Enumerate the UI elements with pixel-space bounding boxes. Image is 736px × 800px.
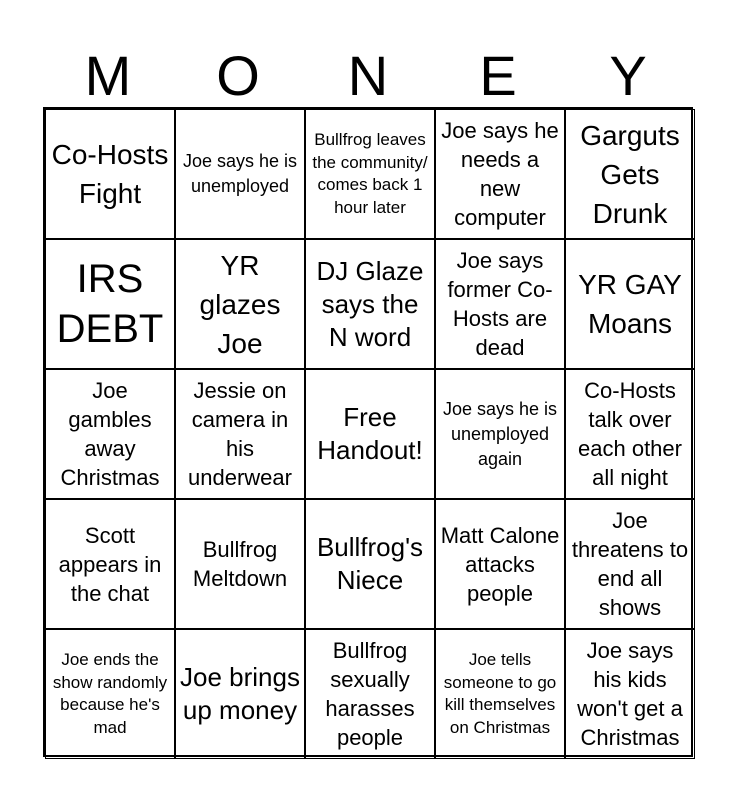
- cell-text: Joe says his kids won't get a Christmas: [577, 638, 683, 750]
- bingo-title: [43, 44, 693, 108]
- cell-text: Bullfrog leaves the community/ comes back 1 hour later: [312, 130, 428, 217]
- cell-text: Co-Hosts Fight: [51, 139, 169, 209]
- cell-text: Bullfrog's Niece: [316, 532, 424, 595]
- cell-text: Co-Hosts talk over each other all night: [578, 378, 682, 490]
- cell-text: Bullfrog sexually harasses people: [325, 638, 415, 750]
- title-letter: N: [347, 44, 389, 107]
- bingo-cell[interactable]: [565, 239, 695, 369]
- bingo-cell[interactable]: [565, 369, 695, 499]
- bingo-cell[interactable]: [435, 499, 565, 629]
- bingo-cell[interactable]: [305, 369, 435, 499]
- title-letter: Y: [609, 44, 647, 107]
- cell-text: Joe gambles away Christmas: [60, 378, 160, 490]
- bingo-cell[interactable]: [565, 109, 695, 239]
- cell-text: Joe says he is unemployed again: [442, 398, 558, 469]
- bingo-cell[interactable]: [45, 629, 175, 759]
- bingo-cell[interactable]: [305, 109, 435, 239]
- cell-text: Joe tells someone to go kill themselves on Christmas: [443, 650, 557, 737]
- bingo-cell[interactable]: [565, 499, 695, 629]
- cell-text: Joe says he needs a new computer: [441, 118, 559, 230]
- bingo-cell[interactable]: [565, 629, 695, 759]
- bingo-cell[interactable]: [305, 629, 435, 759]
- cell-text: YR GAY Moans: [578, 269, 682, 339]
- cell-text: Garguts Gets Drunk: [580, 119, 680, 229]
- bingo-cell[interactable]: [305, 499, 435, 629]
- cell-text: Scott appears in the chat: [58, 522, 162, 606]
- cell-text: Jessie on camera in his underwear: [188, 378, 292, 490]
- cell-text: Joe says former Co-Hosts are dead: [447, 248, 553, 360]
- bingo-cell[interactable]: [435, 629, 565, 759]
- title-letter: E: [479, 44, 517, 107]
- cell-text: Joe brings up money: [180, 662, 300, 725]
- cell-text: YR glazes Joe: [199, 249, 281, 359]
- bingo-cell[interactable]: [175, 629, 305, 759]
- bingo-grid: [43, 107, 693, 757]
- bingo-cell[interactable]: [175, 369, 305, 499]
- bingo-cell[interactable]: [45, 109, 175, 239]
- title-letter: O: [216, 44, 260, 107]
- cell-text: IRS DEBT: [56, 257, 164, 351]
- bingo-cell[interactable]: [175, 109, 305, 239]
- bingo-cell[interactable]: [175, 239, 305, 369]
- cell-text: Free Handout!: [317, 402, 423, 465]
- title-letter: M: [84, 44, 132, 107]
- bingo-cell[interactable]: [45, 239, 175, 369]
- bingo-cell[interactable]: [45, 499, 175, 629]
- bingo-cell[interactable]: [435, 109, 565, 239]
- bingo-cell[interactable]: [305, 239, 435, 369]
- cell-text: Matt Calone attacks people: [440, 522, 560, 606]
- cell-text: Bullfrog Meltdown: [192, 537, 288, 591]
- cell-text: Joe threatens to end all shows: [571, 508, 689, 620]
- bingo-cell[interactable]: [435, 369, 565, 499]
- cell-text: Joe says he is unemployed: [182, 151, 298, 196]
- bingo-cell[interactable]: [45, 369, 175, 499]
- cell-text: DJ Glaze says the N word: [316, 255, 424, 352]
- bingo-cell[interactable]: [175, 499, 305, 629]
- bingo-cell[interactable]: [435, 239, 565, 369]
- cell-text: Joe ends the show randomly because he's mad: [52, 650, 168, 737]
